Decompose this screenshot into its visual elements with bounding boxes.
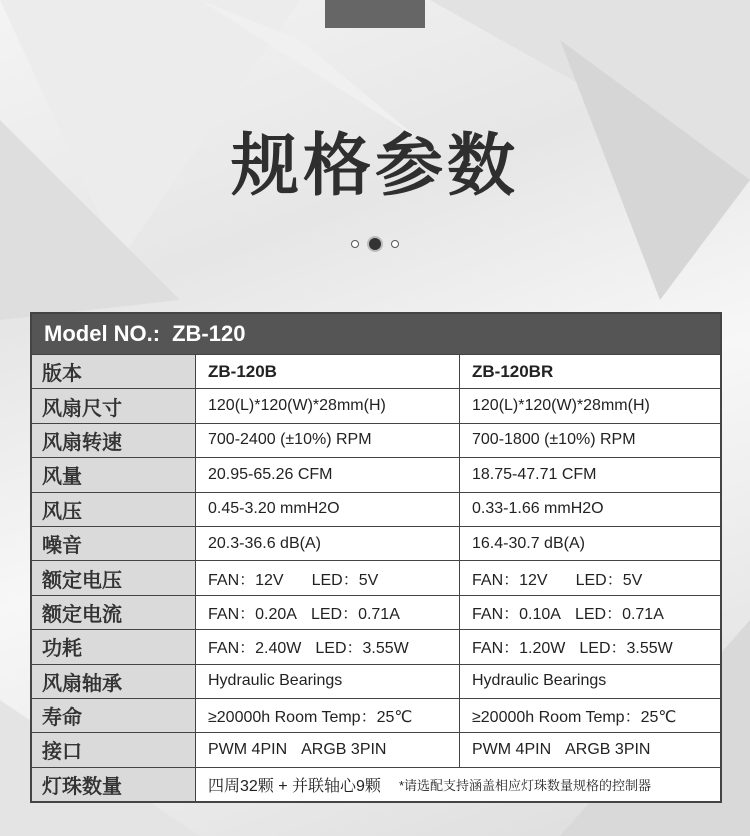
- cell-b: [196, 596, 460, 629]
- version-b: ZB-120B: [196, 355, 460, 388]
- led-value: LED：3.55W: [579, 640, 673, 658]
- controller-note: *请选配支持涵盖相应灯珠数量规格的控制器: [398, 777, 651, 793]
- row-led-count: [32, 767, 720, 801]
- cell-br: ≥20000h Room Temp：25℃: [472, 709, 677, 727]
- cell-b: 20.3-36.6 dB(A): [196, 527, 460, 560]
- row-version: [32, 354, 720, 388]
- cell-br: [460, 596, 720, 629]
- row-label: 灯珠数量: [32, 768, 196, 801]
- cell-b: 700-2400 (±10%) RPM: [196, 424, 460, 457]
- cell-b: [196, 561, 460, 594]
- row-label: 噪音: [32, 527, 196, 560]
- led-count-value: 四周32颗 + 并联轴心9颗: [208, 777, 381, 795]
- row-label: 额定电流: [32, 596, 196, 629]
- cell-b: 120(L)*120(W)*28mm(H): [196, 389, 460, 422]
- cell-br: [460, 561, 720, 594]
- fan-value: FAN：1.20W: [472, 640, 566, 658]
- row-noise: [32, 526, 720, 560]
- cell-br: [460, 630, 720, 663]
- cell-br: 16.4-30.7 dB(A): [472, 534, 585, 552]
- argb-value: ARGB 3PIN: [565, 740, 651, 758]
- pwm-value: PWM 4PIN: [472, 740, 552, 758]
- pagination-dot[interactable]: [351, 240, 359, 248]
- cell-b: ≥20000h Room Temp：25℃: [196, 699, 460, 732]
- cell-b: 20.95-65.26 CFM: [196, 458, 460, 491]
- led-value: LED：0.71A: [574, 605, 664, 623]
- row-interface: [32, 732, 720, 766]
- row-label: 风量: [32, 458, 196, 491]
- row-fan-size: [32, 388, 720, 422]
- row-label: 风扇转速: [32, 424, 196, 457]
- pwm-value: PWM 4PIN: [208, 740, 288, 758]
- led-value: LED：5V: [311, 571, 379, 589]
- model-label: Model NO.:: [44, 321, 161, 346]
- fan-value: FAN：12V: [208, 571, 284, 589]
- cell-br: [460, 733, 720, 766]
- cell-b: Hydraulic Bearings: [196, 665, 460, 698]
- row-label: 风扇轴承: [32, 665, 196, 698]
- row-label: 风扇尺寸: [32, 389, 196, 422]
- page-title: 规格参数: [230, 127, 519, 206]
- row-label: 寿命: [32, 699, 196, 732]
- pagination-dot[interactable]: [391, 240, 399, 248]
- cell-br: 0.33-1.66 mmH2O: [472, 500, 604, 518]
- led-value: LED：3.55W: [315, 640, 409, 658]
- row-voltage: [32, 560, 720, 594]
- row-label: 额定电压: [32, 561, 196, 594]
- fan-value: FAN：0.10A: [472, 605, 561, 623]
- version-br: ZB-120BR: [472, 361, 554, 381]
- top-tab: [325, 0, 425, 28]
- cell-b: 0.45-3.20 mmH2O: [196, 493, 460, 526]
- row-bearing: [32, 664, 720, 698]
- row-current: [32, 595, 720, 629]
- row-label: 风压: [32, 493, 196, 526]
- row-lifetime: [32, 698, 720, 732]
- pagination-dot-active[interactable]: [369, 238, 381, 250]
- fan-value: FAN：12V: [472, 571, 548, 589]
- row-label: 版本: [32, 355, 196, 388]
- row-label: 接口: [32, 733, 196, 766]
- cell-b: [196, 630, 460, 663]
- row-power: [32, 629, 720, 663]
- model-header: [32, 314, 720, 354]
- row-fan-speed: [32, 423, 720, 457]
- model-value: ZB-120: [172, 321, 246, 346]
- led-count-cell: [196, 768, 720, 801]
- cell-br: Hydraulic Bearings: [472, 672, 607, 690]
- argb-value: ARGB 3PIN: [301, 740, 387, 758]
- cell-br: 700-1800 (±10%) RPM: [472, 431, 636, 449]
- led-value: LED：0.71A: [310, 605, 400, 623]
- spec-table: [30, 312, 722, 803]
- led-value: LED：5V: [575, 571, 643, 589]
- cell-b: [196, 733, 460, 766]
- cell-br: 18.75-47.71 CFM: [472, 465, 597, 483]
- cell-br: 120(L)*120(W)*28mm(H): [472, 397, 650, 415]
- fan-value: FAN：2.40W: [208, 640, 302, 658]
- row-pressure: [32, 492, 720, 526]
- row-airflow: [32, 457, 720, 491]
- pagination-dots: [0, 238, 750, 250]
- fan-value: FAN：0.20A: [208, 605, 297, 623]
- row-label: 功耗: [32, 630, 196, 663]
